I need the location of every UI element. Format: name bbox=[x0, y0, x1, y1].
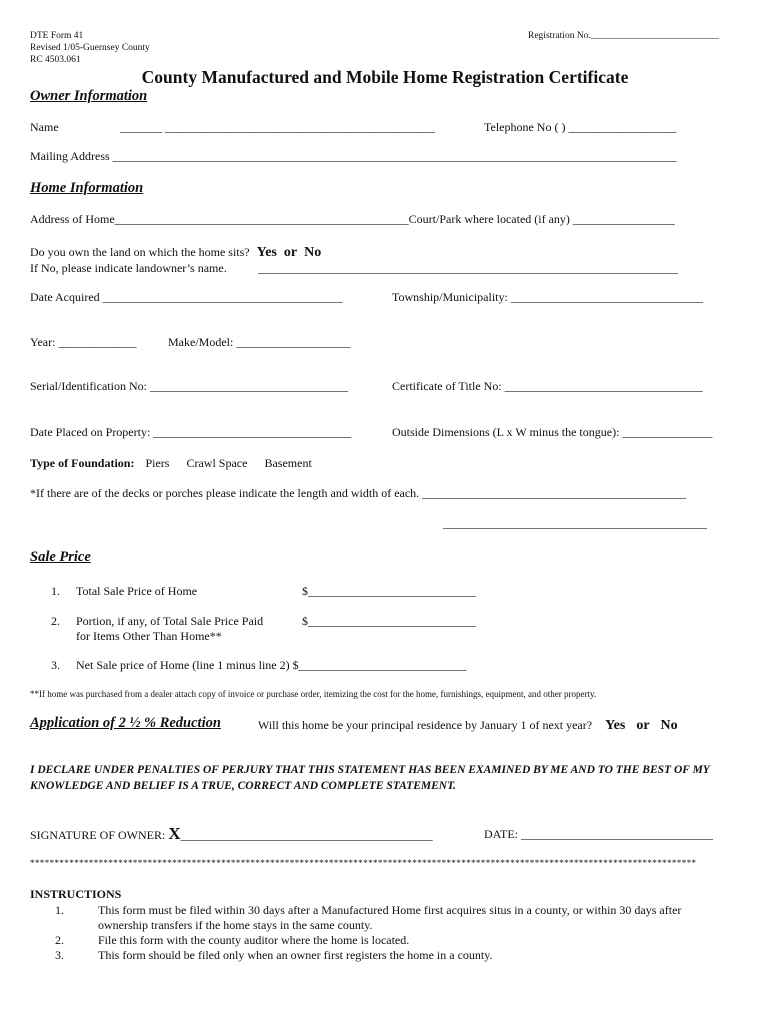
landowner-field[interactable]: ______________________________________________________________________ bbox=[258, 261, 678, 275]
township-field[interactable]: Township/Municipality: ________________________________ bbox=[392, 290, 703, 304]
home-info-heading: Home Information bbox=[30, 180, 144, 196]
telephone-field[interactable]: Telephone No ( ) __________________ bbox=[484, 120, 677, 134]
residence-or: or bbox=[636, 718, 650, 733]
own-land-or: or bbox=[283, 245, 298, 260]
mailing-address-field[interactable]: Mailing Address ______________________________________________________________________________________________ bbox=[30, 149, 677, 163]
signature-label: SIGNATURE OF OWNER: bbox=[30, 828, 166, 842]
principal-residence-row bbox=[258, 718, 678, 734]
instruction-1-number: 1. bbox=[55, 903, 64, 917]
sale-item-3-number: 3. bbox=[51, 658, 60, 672]
instruction-2-number: 2. bbox=[55, 933, 64, 947]
signature-row bbox=[30, 824, 433, 844]
owner-info-heading: Owner Information bbox=[30, 88, 148, 104]
serial-number-field[interactable]: Serial/Identification No: _________________________________ bbox=[30, 379, 348, 393]
foundation-label: Type of Foundation: bbox=[30, 456, 135, 470]
own-land-yes[interactable]: Yes bbox=[256, 245, 277, 260]
rc-code: RC 4503.061 bbox=[30, 55, 81, 65]
residence-yes[interactable]: Yes bbox=[605, 718, 626, 733]
other-items-price-field[interactable]: $____________________________ bbox=[302, 614, 476, 628]
registration-number-field[interactable]: Registration No.___________________________ bbox=[528, 31, 720, 41]
total-sale-price-field[interactable]: $____________________________ bbox=[302, 584, 476, 598]
name-field[interactable]: _______ _____________________________________________ bbox=[120, 120, 435, 134]
instruction-3-text: This form should be filed only when an owner first registers the home in a county. bbox=[98, 948, 493, 962]
form-id: DTE Form 41 bbox=[30, 31, 84, 41]
decks-porches-line-2[interactable]: ____________________________________________ bbox=[443, 516, 707, 530]
sale-item-1-number: 1. bbox=[51, 584, 60, 598]
own-land-question-text: Do you own the land on which the home sits? bbox=[30, 245, 250, 259]
signature-x-mark: X bbox=[168, 824, 181, 843]
net-sale-price-field[interactable]: Net Sale price of Home (line 1 minus line 2) $____________________________ bbox=[76, 658, 467, 672]
own-land-question bbox=[30, 245, 321, 261]
instruction-1-text: This form must be filed within 30 days after a Manufactured Home first acquires situs in a county, or within 30 days after ownership transfers if the home stays in the same county. bbox=[98, 903, 682, 932]
separator-line: **************************************************************************************************************************************** bbox=[30, 858, 697, 868]
title-certificate-field[interactable]: Certificate of Title No: _________________________________ bbox=[392, 379, 703, 393]
perjury-declaration: I DECLARE UNDER PENALTIES OF PERJURY THAT THIS STATEMENT HAS BEEN EXAMINED BY ME AND TO THE BEST OF MY KNOWLEDGE AND BELIEF IS A TRUE, CORRECT AND COMPLETE STATEMENT. bbox=[30, 764, 710, 792]
instructions-heading: INSTRUCTIONS bbox=[30, 887, 122, 901]
instruction-2-text: File this form with the county auditor where the home is located. bbox=[98, 933, 410, 947]
sale-price-heading: Sale Price bbox=[30, 549, 91, 565]
reduction-heading: Application of 2 ½ % Reduction bbox=[30, 715, 221, 731]
landowner-label: If No, please indicate landowner’s name. bbox=[30, 261, 227, 275]
principal-residence-question: Will this home be your principal residence by January 1 of next year? bbox=[258, 718, 593, 732]
outside-dimensions-field[interactable]: Outside Dimensions (L x W minus the tongue): _______________ bbox=[392, 425, 713, 439]
foundation-row bbox=[30, 456, 312, 471]
residence-no[interactable]: No bbox=[660, 718, 678, 733]
date-field[interactable]: DATE: ________________________________ bbox=[484, 827, 713, 841]
make-model-field[interactable]: Make/Model: ___________________ bbox=[168, 335, 351, 349]
signature-field[interactable]: __________________________________________ bbox=[180, 828, 433, 842]
date-acquired-field[interactable]: Date Acquired ________________________________________ bbox=[30, 290, 343, 304]
revised-note: Revised 1/05-Guernsey County bbox=[30, 43, 150, 53]
sale-item-2-label-2: for Items Other Than Home** bbox=[76, 629, 222, 643]
sale-item-1-label: Total Sale Price of Home bbox=[76, 584, 198, 598]
date-placed-field[interactable]: Date Placed on Property: _________________________________ bbox=[30, 425, 352, 439]
foundation-piers[interactable]: Piers bbox=[145, 456, 170, 470]
foundation-basement[interactable]: Basement bbox=[264, 456, 312, 470]
foundation-crawl-space[interactable]: Crawl Space bbox=[186, 456, 248, 470]
sale-item-2-label: Portion, if any, of Total Sale Price Paid bbox=[76, 614, 264, 628]
sale-footnote: **If home was purchased from a dealer attach copy of invoice or purchase order, itemizing the cost for the home, furnishings, equipment, and other property. bbox=[30, 689, 597, 699]
page-title: County Manufactured and Mobile Home Registration Certificate bbox=[141, 67, 629, 87]
home-address-field[interactable]: Address of Home_________________________________________________Court/Park where located (if any) _________________ bbox=[30, 212, 675, 226]
sale-item-2-number: 2. bbox=[51, 614, 60, 628]
own-land-no[interactable]: No bbox=[304, 245, 322, 260]
instruction-3-number: 3. bbox=[55, 948, 64, 962]
year-field[interactable]: Year: _____________ bbox=[30, 335, 137, 349]
decks-porches-field[interactable]: *If there are of the decks or porches please indicate the length and width of each. ____________________________________________ bbox=[30, 486, 687, 500]
name-label: Name bbox=[30, 120, 59, 134]
